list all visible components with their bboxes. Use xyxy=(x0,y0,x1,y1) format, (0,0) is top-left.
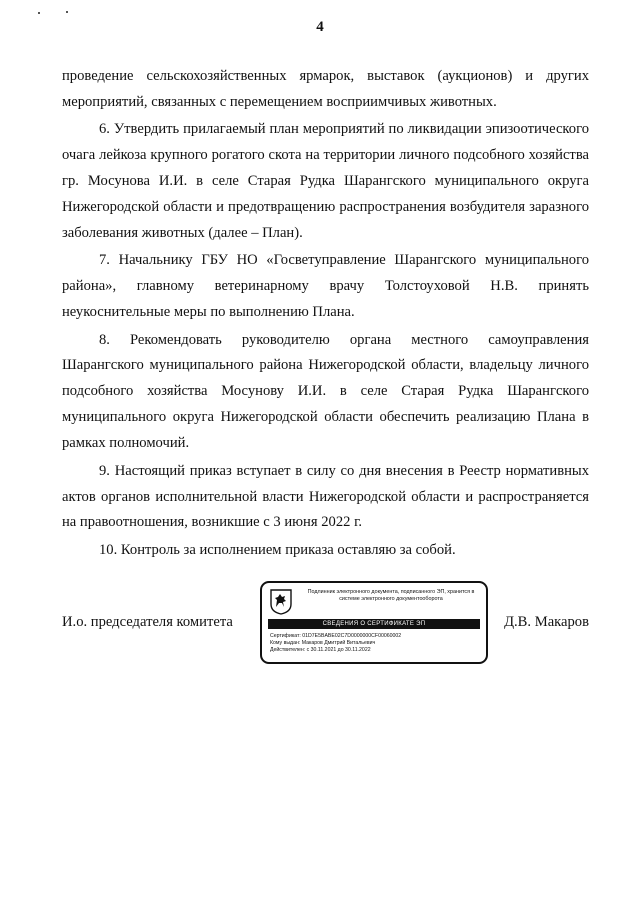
paragraph-6: 6. Утвердить прилагаемый план мероприятий по ликвидации эпизоотического очага лейкоза крупного рогатого скота на территории личного подсобного хозяйства гр. Мосунова И.И. в селе Старая Рудка Шарангского муниципального округа Нижегородской области и предотвращению распространения возбудителя заразного заболевания животных (далее – План). xyxy=(62,121,589,241)
scan-speck xyxy=(38,12,40,14)
paragraph-9: 9. Настоящий приказ вступает в силу со дня внесения в Реестр нормативных актов органов исполнительной власти Нижегородской области и распространяется на правоотношения, возникшие с 3 июня 2022 г. xyxy=(62,462,589,531)
e-signature-stamp xyxy=(260,581,488,664)
stamp-header: СВЕДЕНИЯ О СЕРТИФИКАТЕ ЭП xyxy=(268,619,480,629)
signer-position: И.о. председателя комитета xyxy=(62,614,233,630)
certificate-details xyxy=(270,633,401,655)
certificate-validity: Действителен: с 30.11.2021 до 30.11.2022 xyxy=(270,647,371,654)
page-number: 4 xyxy=(316,19,324,35)
signer-name: Д.В. Макаров xyxy=(504,614,589,630)
document-body xyxy=(62,64,589,565)
certificate-owner: Кому выдан: Макаров Дмитрий Витальевич xyxy=(270,640,376,647)
paragraph-10: 10. Контроль за исполнением приказа оставляю за собой. xyxy=(99,541,456,558)
paragraph-8: 8. Рекомендовать руководителю органа местного самоуправления Шарангского муниципального района Нижегородской области, владельцу личного подсобного хозяйства Мосунову И.И. в селе Старая Рудка Шарангского муниципального округа Нижегородской области обеспечить реализацию Плана в рамках полномочий. xyxy=(62,331,589,452)
scan-speck xyxy=(66,11,68,13)
paragraph-continuation: проведение сельскохозяйственных ярмарок, выставок (аукционов) и других мероприятий, связанных с перемещением восприимчивых животных. xyxy=(62,68,589,110)
certificate-number: Сертификат: 01D7E5BABE02C7D0000000CF00060002 xyxy=(270,633,402,639)
coat-of-arms-icon xyxy=(270,589,292,615)
paragraph-7: 7. Начальнику ГБУ НО «Госветуправление Шарангского муниципального района», главному ветеринарному врачу Толстоуховой Н.В. принять неукоснительные меры по выполнению Плана. xyxy=(62,252,589,321)
stamp-note: Подлинник электронного документа, подписанного ЭП, хранится в системе электронного документооборота xyxy=(307,589,475,602)
